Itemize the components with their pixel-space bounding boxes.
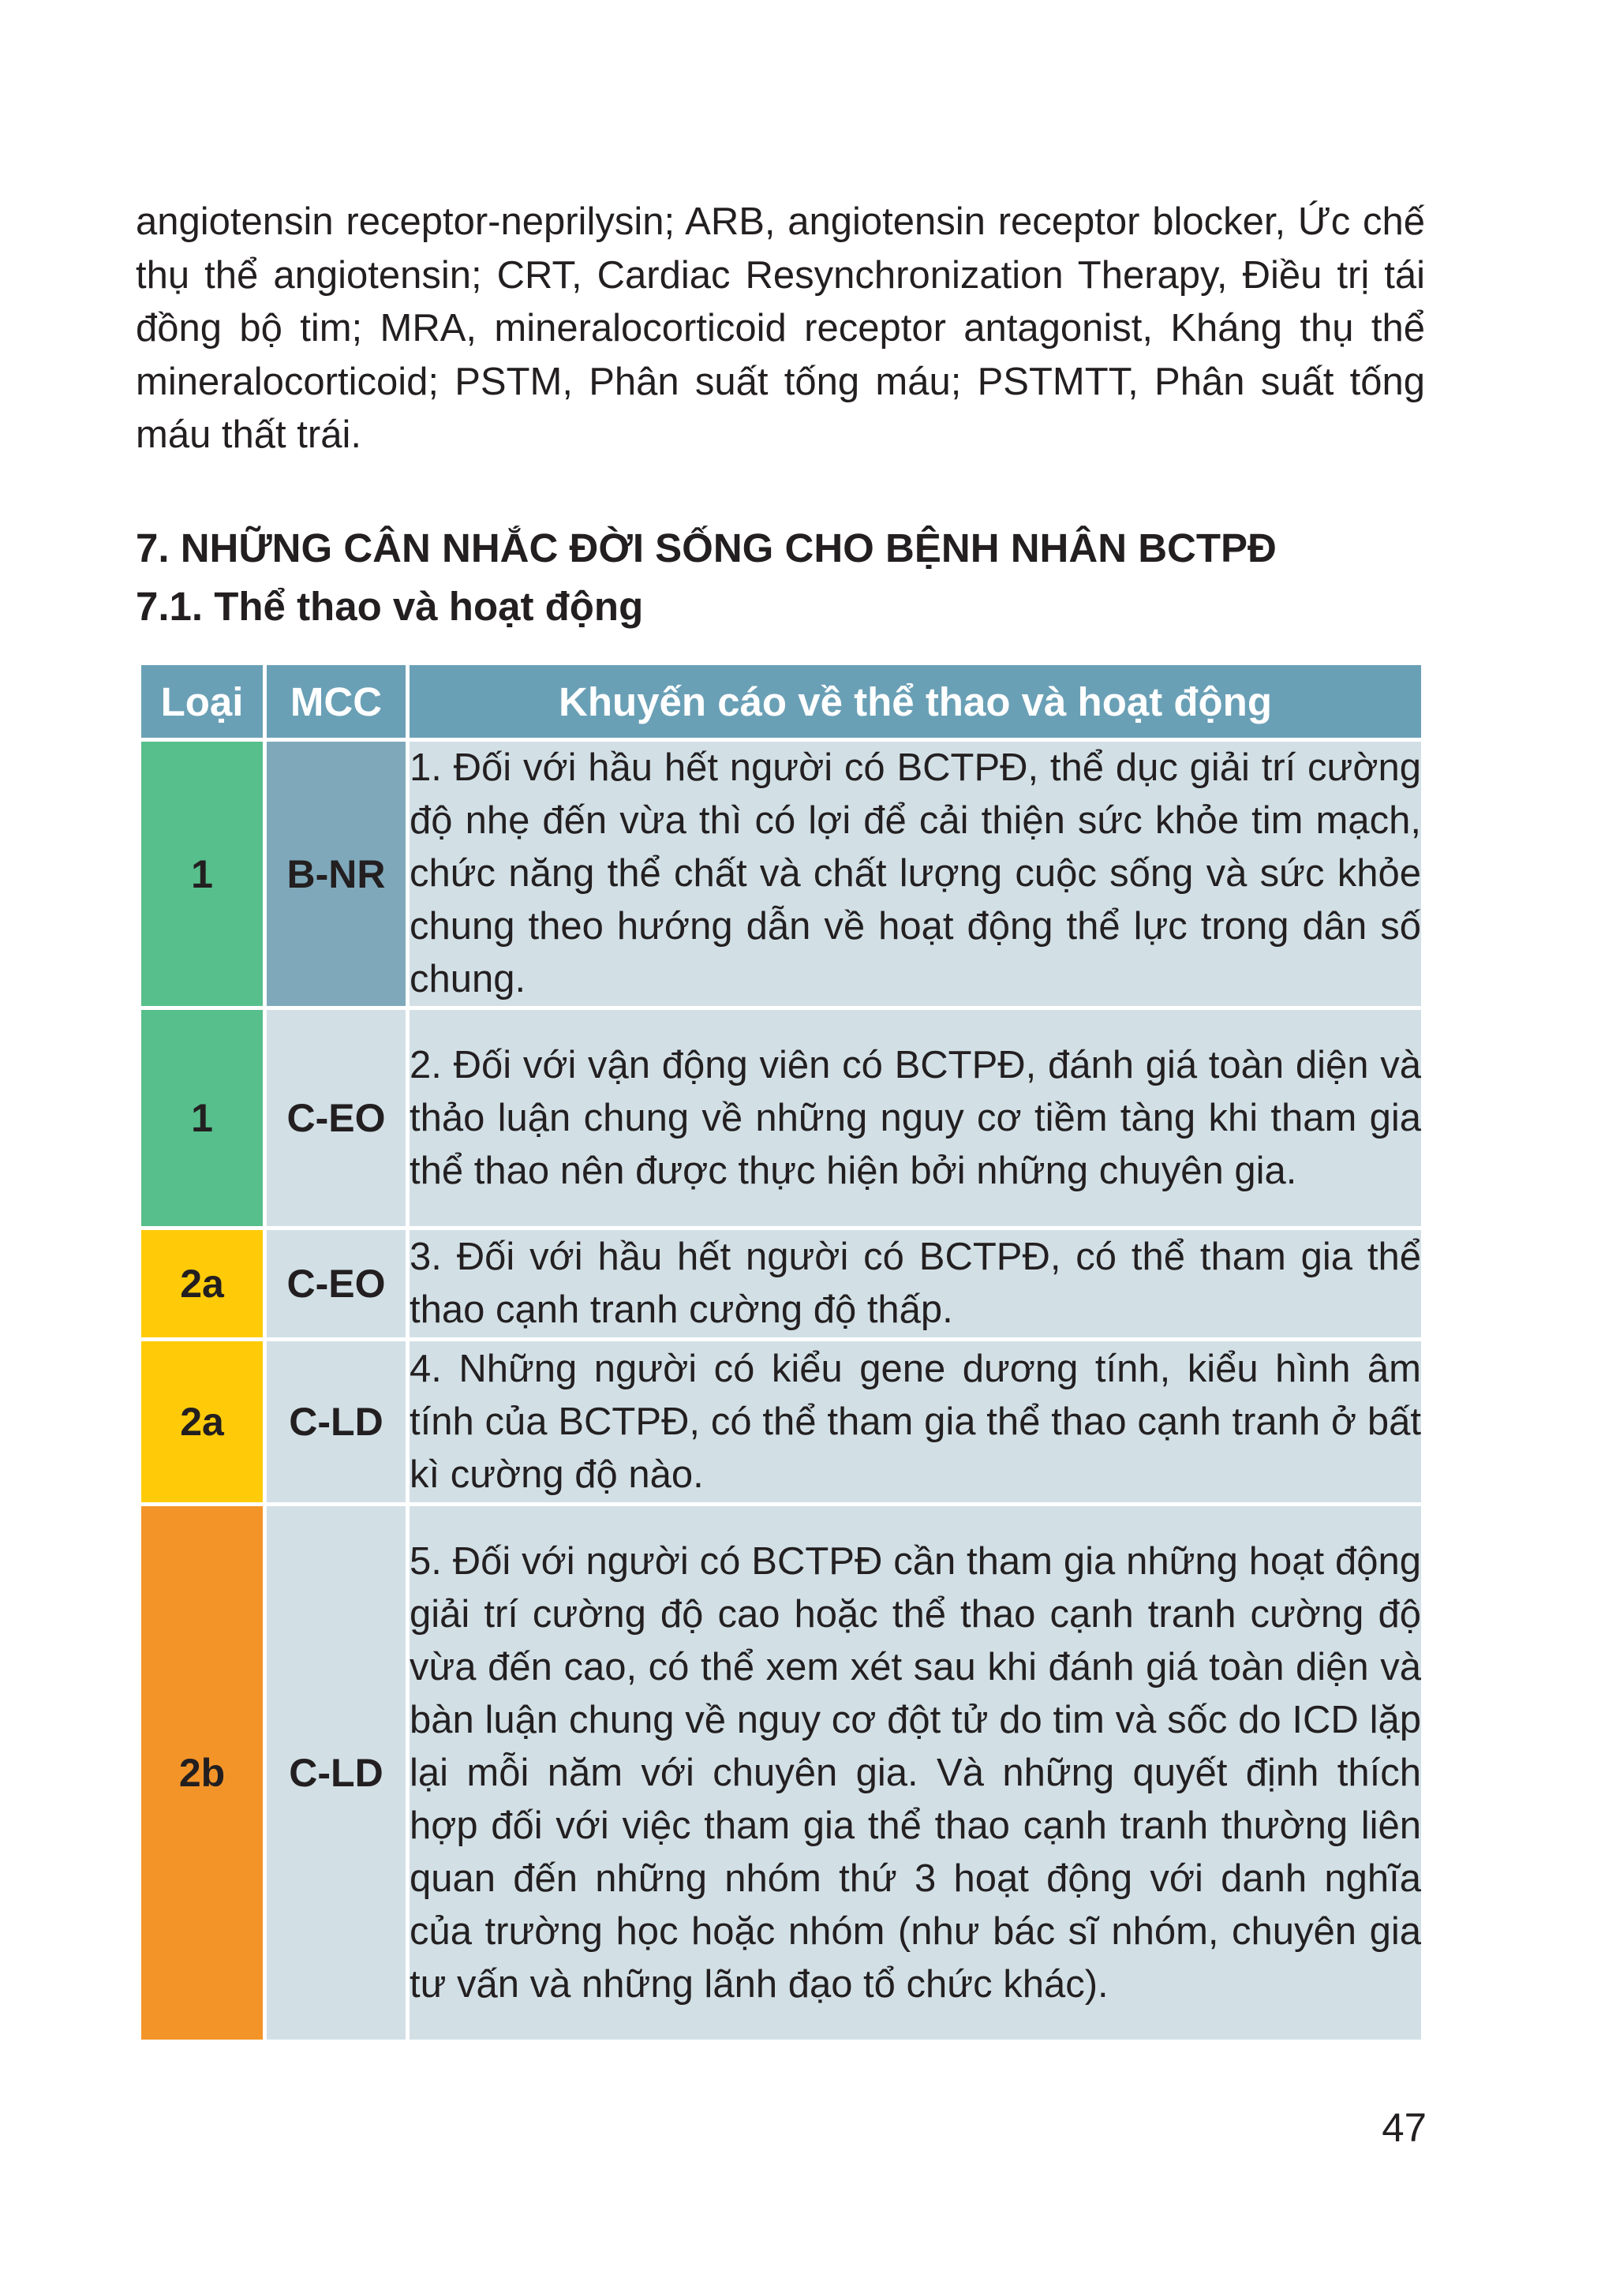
class-cell: 2a (141, 1341, 263, 1502)
mcc-cell: B-NR (267, 742, 406, 1006)
recommendation-table (137, 661, 1425, 2044)
header-class: Loại (141, 665, 263, 738)
recommendation-text: 1. Đối với hầu hết người có BCTPĐ, thể dục giải trí cường độ nhẹ đến vừa thì có lợi để cải thiện sức khỏe tim mạch, chức năng thể chất và chất lượng cuộc sống và sức khỏe chung theo hướng dẫn về hoạt động thể lực trong dân số chung. (410, 742, 1421, 1006)
intro-paragraph: angiotensin receptor-neprilysin; ARB, angiotensin receptor blocker, Ức chế thụ thể angiotensin; CRT, Cardiac Resynchronization Therapy, Điều trị tái đồng bộ tim; MRA, mineralocorticoid receptor antagonist, Kháng thụ thể mineralocorticoid; PSTM, Phân suất tống máu; PSTMTT, Phân suất tống máu thất trái. (136, 200, 1425, 456)
mcc-cell: C-EO (267, 1230, 406, 1337)
recommendation-text: 5. Đối với người có BCTPĐ cần tham gia những hoạt động giải trí cường độ cao hoặc thể thao cạnh tranh cường độ vừa đến cao, có thể xem xét sau khi đánh giá toàn diện và bàn luận chung về nguy cơ đột tử do tim và sốc do ICD lặp lại mỗi năm với chuyên gia. Và những quyết định thích hợp đối với việc tham gia thể thao cạnh tranh thường liên quan đến những nhóm thứ 3 hoạt động với danh nghĩa của trường học hoặc nhóm (như bác sĩ nhóm, chuyên gia tư vấn và những lãnh đạo tổ chức khác). (410, 1506, 1421, 2040)
table-row (141, 1230, 1421, 1337)
subsection-title: 7.1. Thể thao và hoạt động (136, 584, 644, 629)
table-row (141, 742, 1421, 1006)
mcc-cell: C-LD (267, 1341, 406, 1502)
mcc-cell: C-EO (267, 1010, 406, 1226)
recommendation-text: 2. Đối với vận động viên có BCTPĐ, đánh giá toàn diện và thảo luận chung về những nguy cơ tiềm tàng khi tham gia thể thao nên được thực hiện bởi những chuyên gia. (410, 1010, 1421, 1226)
class-cell: 2a (141, 1230, 263, 1337)
page-number: 47 (1382, 2105, 1427, 2150)
table-header-row (141, 665, 1421, 738)
class-cell: 2b (141, 1506, 263, 2040)
table-row (141, 1341, 1421, 1502)
header-mcc: MCC (267, 665, 406, 738)
recommendation-text: 3. Đối với hầu hết người có BCTPĐ, có thể tham gia thể thao cạnh tranh cường độ thấp. (410, 1230, 1421, 1337)
table-row (141, 1010, 1421, 1226)
recommendation-text: 4. Những người có kiểu gene dương tính, kiểu hình âm tính của BCTPĐ, có thể tham gia thể thao cạnh tranh ở bất kì cường độ nào. (410, 1341, 1421, 1502)
class-cell: 1 (141, 1010, 263, 1226)
mcc-cell: C-LD (267, 1506, 406, 2040)
section-title: 7. NHỮNG CÂN NHẮC ĐỜI SỐNG CHO BỆNH NHÂN BCTPĐ (136, 525, 1277, 570)
class-cell: 1 (141, 742, 263, 1006)
table-row (141, 1506, 1421, 2040)
header-recommendation: Khuyến cáo về thể thao và hoạt động (410, 665, 1421, 738)
